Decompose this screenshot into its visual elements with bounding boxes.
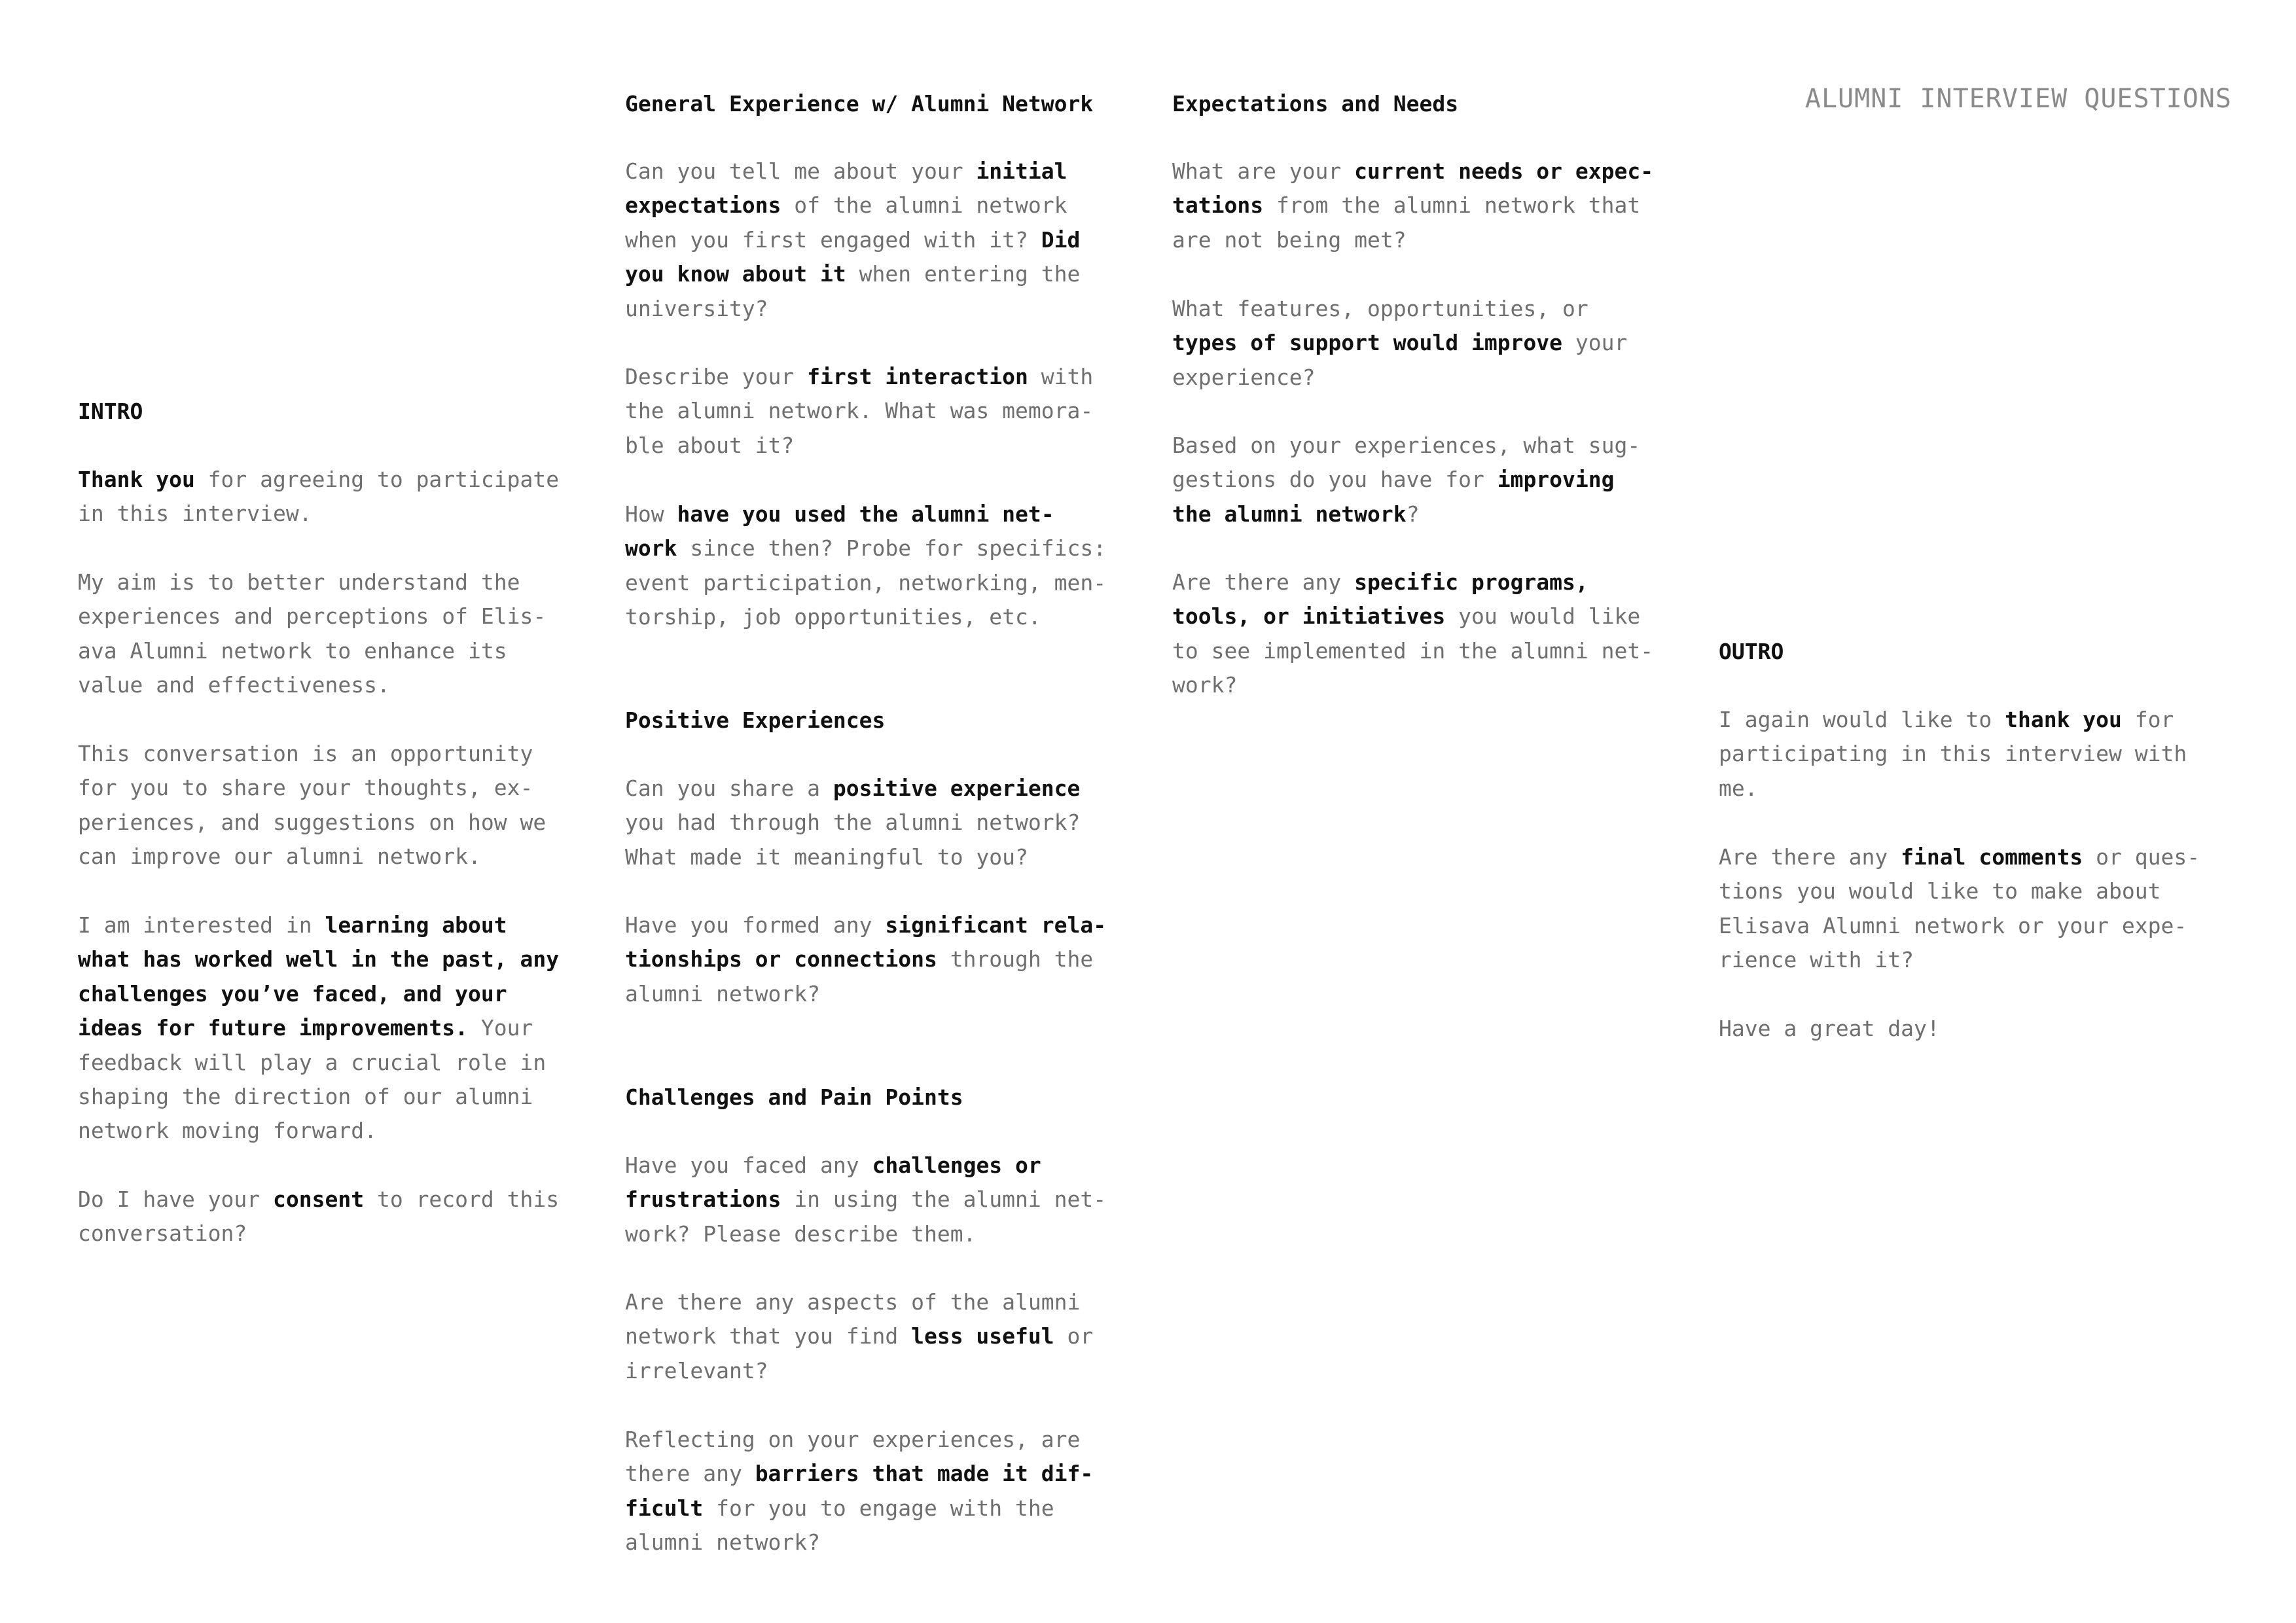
emphasis-text: specific programs,	[1354, 569, 1588, 595]
emphasis-text: significant rela-	[885, 912, 1107, 938]
emphasis-text: types of support would improve	[1172, 330, 1563, 356]
challenges-question: Reflecting on your experiences, are there any barriers that made it dif- ficult for you to engage with the alumni network?	[625, 1427, 1094, 1556]
general-experience-title: General Experience w/ Alumni Network	[625, 91, 1094, 116]
page-title: ALUMNI INTERVIEW QUESTIONS	[1804, 84, 2232, 114]
emphasis-text: Did	[1041, 226, 1081, 253]
emphasis-text: tations	[1172, 192, 1264, 219]
emphasis-text: positive experience	[833, 776, 1081, 801]
expectations-question: Based on your experiences, what sug- gestions do you have for improving the alumni network?	[1172, 433, 1641, 527]
emphasis-text: expectations	[625, 192, 781, 219]
expectations-question: What features, opportunities, or types of support would improve your experience?	[1172, 296, 1628, 390]
emphasis-text: ficult	[625, 1495, 704, 1521]
emphasis-text: current needs or expec-	[1354, 158, 1654, 184]
intro-title: INTRO	[78, 399, 143, 424]
positive-question: Have you formed any significant rela- tionships or connections through the alumni network?	[625, 912, 1107, 1007]
emphasis-text: challenges or	[872, 1152, 1041, 1178]
intro-paragraph: Thank you for agreeing to participate in this interview.	[78, 467, 560, 527]
expectations-title: Expectations and Needs	[1172, 91, 1459, 116]
emphasis-text: frustrations	[625, 1186, 781, 1213]
emphasis-text: work	[625, 535, 677, 562]
general-question: How have you used the alumni net- work since then? Probe for specifics: event participation, networking, men- torship, job opportunities, etc.	[625, 501, 1107, 630]
challenges-question: Have you faced any challenges or frustrations in using the alumni net- work? Please describe them.	[625, 1152, 1107, 1247]
intro-paragraph: This conversation is an opportunity for you to share your thoughts, ex- periences, and suggestions on how we can improve our alumni network.	[78, 741, 547, 870]
positive-experiences-title: Positive Experiences	[625, 707, 886, 733]
emphasis-text: Thank you	[78, 467, 195, 492]
emphasis-text: consent	[273, 1186, 365, 1212]
positive-question: Can you share a positive experience you had through the alumni network? What made it meaningful to you?	[625, 776, 1081, 870]
outro-paragraph: Have a great day!	[1719, 1016, 1940, 1041]
expectations-question: What are your current needs or expec- tations from the alumni network that are not being met?	[1172, 158, 1654, 253]
general-question: Can you tell me about your initial expectations of the alumni network when you first engaged with it? Did you know about it when entering the university?	[625, 158, 1081, 321]
emphasis-text: you know about it	[625, 261, 846, 287]
emphasis-text: first interaction	[807, 364, 1028, 389]
emphasis-text: what has worked well in the past, any	[78, 946, 560, 972]
emphasis-text: tools, or initiatives	[1172, 603, 1446, 630]
emphasis-text: barriers that made it dif-	[755, 1461, 1094, 1487]
outro-paragraph: Are there any final comments or ques- tions you would like to make about Elisava Alumni network or your expe- rience with it?	[1719, 844, 2200, 973]
challenges-title: Challenges and Pain Points	[625, 1084, 963, 1110]
emphasis-text: improving	[1497, 467, 1615, 493]
emphasis-text: final comments	[1901, 844, 2083, 870]
emphasis-text: thank you	[2005, 707, 2122, 732]
emphasis-text: less useful	[911, 1323, 1054, 1349]
emphasis-text: learning about	[325, 912, 507, 938]
outro-title: OUTRO	[1719, 639, 1784, 664]
outro-paragraph: I again would like to thank you for participating in this interview with me.	[1719, 707, 2187, 801]
intro-paragraph: I am interested in learning about what has worked well in the past, any challenges you’ve faced, and your ideas for future improvements. Your feedback will play a crucial role in shaping the direction of our alumni network moving forward.	[78, 912, 560, 1144]
emphasis-text: ideas for future improvements.	[78, 1015, 469, 1041]
emphasis-text: challenges you’ve faced, and your	[78, 980, 507, 1007]
emphasis-text: the alumni network	[1172, 501, 1407, 527]
expectations-question: Are there any specific programs, tools, or initiatives you would like to see implemented in the alumni net- work?	[1172, 569, 1654, 698]
emphasis-text: initial	[976, 158, 1067, 184]
emphasis-text: tionships or connections	[625, 946, 937, 972]
general-question: Describe your first interaction with the alumni network. What was memora- ble about it?	[625, 364, 1094, 458]
challenges-question: Are there any aspects of the alumni network that you find less useful or irrelevant?	[625, 1289, 1094, 1383]
emphasis-text: have you used the alumni net-	[677, 501, 1054, 527]
intro-paragraph: My aim is to better understand the experiences and perceptions of Elis- ava Alumni network to enhance its value and effectiveness.	[78, 569, 547, 698]
intro-paragraph: Do I have your consent to record this conversation?	[78, 1186, 560, 1247]
